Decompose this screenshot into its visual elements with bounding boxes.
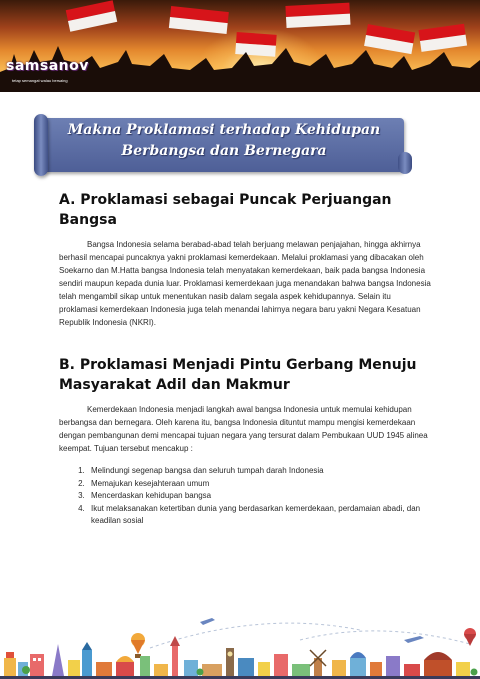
list-item: 3. Mencerdaskan kehidupan bangsa xyxy=(87,490,431,503)
article-content xyxy=(59,190,431,528)
clock-tower-icon xyxy=(226,648,234,676)
tree-icon xyxy=(471,669,478,676)
dome-icon xyxy=(116,656,134,676)
footer-city-illustration xyxy=(0,600,480,679)
tower-icon xyxy=(170,636,180,676)
flag-icon xyxy=(66,0,118,31)
building-icon xyxy=(202,664,222,676)
building-icon xyxy=(68,660,80,676)
page-title-line1: Makna Proklamasi terhadap Kehidupan xyxy=(67,122,381,138)
tower-icon xyxy=(52,644,64,676)
flag-icon xyxy=(285,3,350,28)
list-item: 2. Memajukan kesejahteraan umum xyxy=(87,478,431,491)
tree-icon xyxy=(197,669,204,676)
building-icon xyxy=(370,662,382,676)
tree-icon xyxy=(22,666,30,674)
section-b-paragraph: Kemerdekaan Indonesia menjadi langkah awal bangsa Indonesia untuk memulai kehidupan berbangsa dan bernegara. Oleh karena itu, bangsa Indonesia dituntut mampu mengisi kemerdekaan dengan pembangunan demi mencapai tujuan negara yang tersurat dalam Pembukaan UUD 1945 alinea keempat. Tujuan tersebut mencakup : xyxy=(59,405,428,453)
page-title-line2: Berbangsa dan Bernegara xyxy=(121,143,327,159)
header-banner xyxy=(0,0,480,92)
list-item: 4. Ikut melaksanakan ketertiban dunia yang berdasarkan kemerdekaan, perdamaian abadi, dan keadilan sosial xyxy=(87,503,431,528)
hot-air-balloon-icon xyxy=(131,633,145,658)
page-title xyxy=(48,120,400,162)
list-item: 1. Melindungi segenap bangsa dan seluruh tumpah darah Indonesia xyxy=(87,465,431,478)
building-icon xyxy=(238,658,254,676)
title-scroll xyxy=(34,114,406,174)
building-icon xyxy=(154,664,168,676)
logo-tagline: tetap semangat walau bersaing xyxy=(12,78,68,83)
building-icon xyxy=(274,654,288,676)
section-a-heading: A. Proklamasi sebagai Puncak Perjuangan Bangsa xyxy=(59,192,392,228)
scroll-curl-left xyxy=(34,114,48,176)
building-icon xyxy=(332,660,346,676)
building-icon xyxy=(258,662,270,676)
building-icon xyxy=(140,656,150,676)
building-icon xyxy=(404,664,420,676)
goals-list xyxy=(59,465,431,528)
building-icon xyxy=(96,662,112,676)
windmill-icon xyxy=(310,650,326,676)
palace-icon xyxy=(424,652,452,676)
plane-icon xyxy=(404,636,424,643)
building-icon xyxy=(4,652,16,676)
flag-icon xyxy=(169,6,229,34)
section-a-paragraph: Bangsa Indonesia selama berabad-abad telah berjuang melawan penjajahan, hingga akhirnya berhasil mencapai puncaknya yakni proklamasi kemerdekaan. Melalui proklamasi yang dibacakan oleh Soekarno dan M.Hatta bangsa Indonesia telah menyatakan kemerdekaan, baik pada bangsa Indonesia sendiri maupun kepada dunia luar. Proklamasi kemerdekaan juga menandakan bahwa bangsa Indonesia telah mengambil sikap untuk menentukan nasib dalam segala aspek kehidupannya. Selain itu proklamasi kemerdekaan Indonesia juga telah menandai lahirnya negara baru yakni Negara Kesatuan Republik Indonesia (NKRI). xyxy=(59,240,431,327)
building-icon xyxy=(82,642,92,676)
building-icon xyxy=(30,654,44,676)
hot-air-balloon-icon xyxy=(464,628,476,646)
plane-icon xyxy=(200,618,215,625)
logo: samsanov xyxy=(6,58,89,74)
scroll-curl-right xyxy=(398,152,412,174)
building-icon xyxy=(184,660,198,676)
dome-icon xyxy=(350,652,366,676)
building-icon xyxy=(456,662,470,676)
building-icon xyxy=(292,664,310,676)
building-icon xyxy=(386,656,400,676)
section-b-heading: B. Proklamasi Menjadi Pintu Gerbang Menuju Masyarakat Adil dan Makmur xyxy=(59,357,417,393)
